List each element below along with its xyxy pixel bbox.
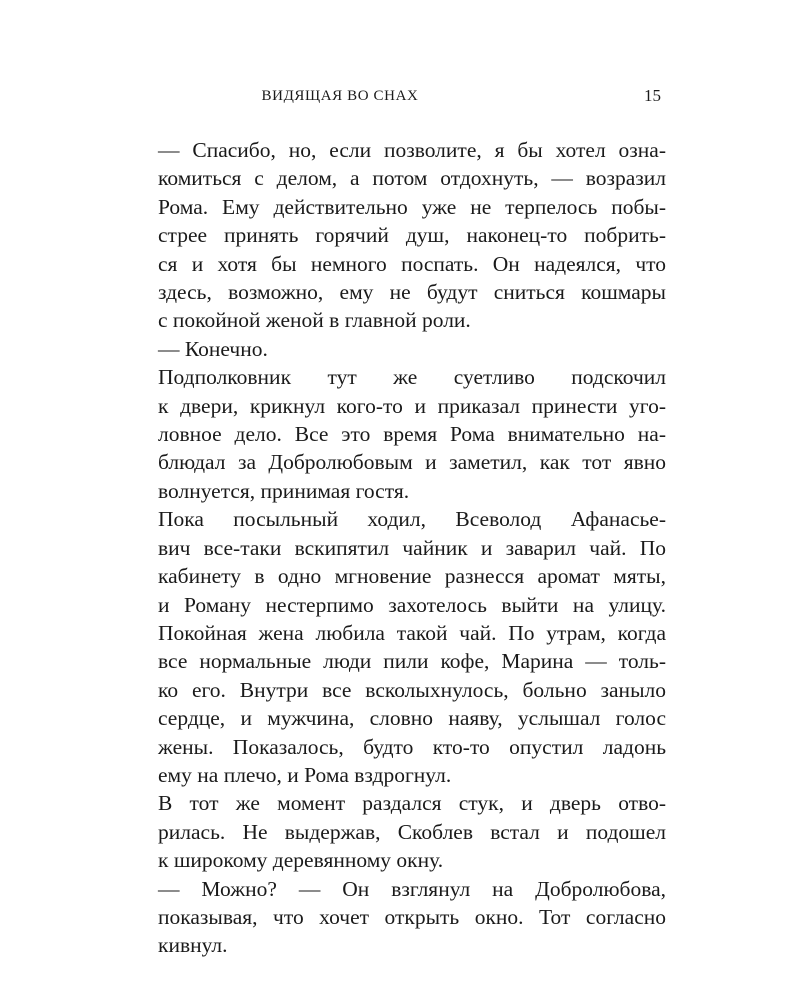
text-line: все нормальные люди пили кофе, Марина — толь- <box>158 649 666 674</box>
text-line: показывая, что хочет открыть окно. Тот согласно <box>158 904 666 929</box>
paragraph <box>124 335 666 363</box>
text-line: — Можно? — Он взглянул на Добролюбова, <box>158 876 666 901</box>
text-line: Пока посыльный ходил, Всеволод Афанасье- <box>158 507 666 532</box>
text-line: вич все-таки вскипятил чайник и заварил чай. По <box>158 535 666 560</box>
text-line: здесь, возможно, ему не будут сниться кошмары <box>158 280 666 305</box>
text-line: Рома. Ему действительно уже не терпелось побы- <box>158 194 666 219</box>
text-line: жены. Показалось, будто кто-то опустил ладонь <box>158 734 666 759</box>
page-number: 15 <box>644 86 661 105</box>
text-line: — Конечно. <box>158 336 268 361</box>
paragraph <box>124 875 666 960</box>
paragraph <box>124 363 666 505</box>
text-line: Подполковник тут же суетливо подскочил <box>158 365 666 390</box>
text-line: кабинету в одно мгновение разнесся аромат мяты, <box>158 564 666 589</box>
text-line: к широкому деревянному окну. <box>158 848 444 873</box>
text-line: Покойная жена любила такой чай. По утрам, когда <box>158 620 666 645</box>
text-line: и Роману нестерпимо захотелось выйти на улицу. <box>158 592 666 617</box>
paragraph <box>124 136 666 335</box>
text-line: с покойной женой в главной роли. <box>158 308 471 333</box>
text-line: — Спасибо, но, если позволите, я бы хотел озна- <box>158 138 666 162</box>
text-line: ко его. Внутри все всколыхнулось, больно заныло <box>158 677 666 702</box>
body-text <box>124 136 666 960</box>
running-title: ВИДЯЩАЯ ВО СНАХ <box>261 88 419 104</box>
text-line: сердце, и мужчина, словно наяву, услышал голос <box>158 706 666 731</box>
text-line: кивнул. <box>158 933 228 958</box>
text-line: ся и хотя бы немного поспать. Он надеялся, что <box>158 251 666 276</box>
text-line: рилась. Не выдержав, Скоблев встал и подошел <box>158 819 666 844</box>
text-line: ловное дело. Все это время Рома внимательно на- <box>158 422 666 447</box>
text-line: ему на плечо, и Рома вздрогнул. <box>158 762 452 787</box>
text-line: волнуется, принимая гостя. <box>158 478 410 503</box>
text-line: к двери, крикнул кого-то и приказал принести уго- <box>158 393 666 418</box>
text-line: комиться с делом, а потом отдохнуть, — возразил <box>158 166 666 191</box>
paragraph <box>124 505 666 789</box>
text-line: стрее принять горячий душ, наконец-то побрить- <box>158 223 666 248</box>
paragraph <box>124 789 666 874</box>
text-line: блюдал за Добролюбовым и заметил, как тот явно <box>158 450 666 475</box>
text-line: В тот же момент раздался стук, и дверь отво- <box>158 791 666 816</box>
